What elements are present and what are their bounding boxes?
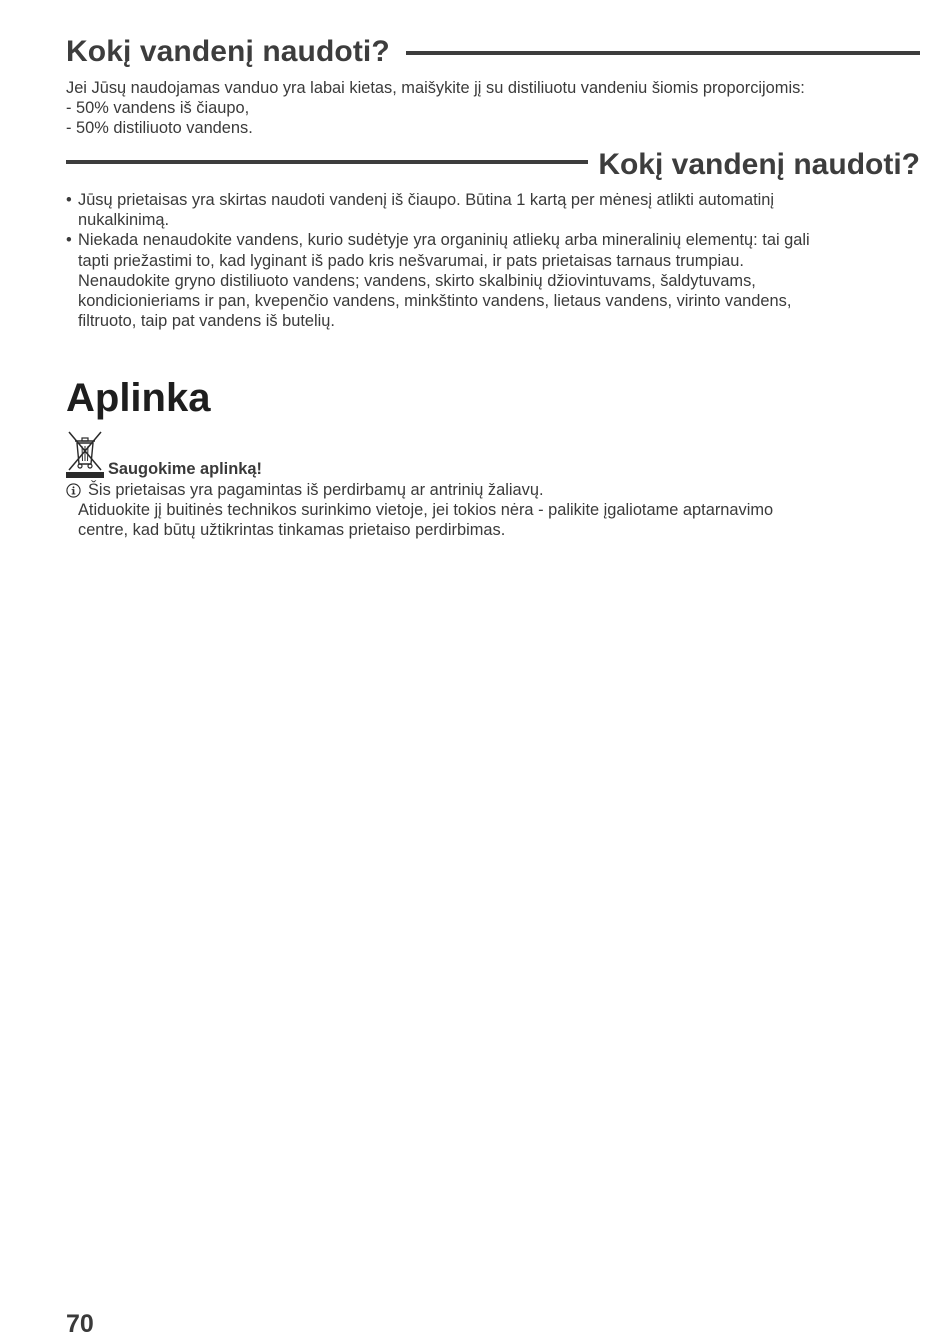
environment-subtitle: Saugokime aplinką! [108,460,262,478]
text-line: Jei Jūsų naudojamas vanduo yra labai kietas, maišykite jį su distiliuotu vandeniu šiomis proporcijomis: [66,79,805,97]
text-line: tapti priežastimi to, kad lyginant iš pado kris nešvarumai, ir pats prietaisas tarnaus trumpiau. [78,251,744,270]
crossed-bin-icon [66,430,104,478]
header-rule [66,160,588,164]
water-hardness-paragraph [66,78,926,139]
bullet-item [66,190,926,230]
info-line [66,480,926,500]
text-line: Atiduokite jį buitinės technikos surinkimo vietoje, jei tokios nėra - palikite įgaliotame aptarnavimo [78,501,774,520]
header-rule [406,51,920,55]
bullet-symbol: • [66,231,72,250]
page-number: 70 [66,1310,94,1338]
text-line: filtruoto, taip pat vandens iš butelių. [78,312,335,331]
section-title-water-2: Kokį vandenį naudoti? [598,148,920,181]
text-line: Jūsų prietaisas yra skirtas naudoti vandenį iš čiaupo. Būtina 1 kartą per mėnesį atlikti automatinį [78,191,775,209]
environment-indented-text [66,500,926,540]
text-line: - 50% distiliuoto vandens. [66,119,253,138]
text-line: Niekada nenaudokite vandens, kurio sudėtyje yra organinių atliekų arba mineralinių elementų: tai gali [78,231,810,250]
section-header-water-2 [66,145,920,185]
environment-paragraph [66,480,926,541]
text-line: - 50% vandens iš čiaupo, [66,99,250,118]
bullet-symbol: • [66,191,72,209]
text-line: centre, kad būtų užtikrintas tinkamas prietaiso perdirbimas. [78,521,506,540]
text-line: kondicionieriams ir pan, kvepenčio vandens, minkštinto vandens, lietaus vandens, virinto vandens, [78,292,792,311]
section-title-environment: Aplinka [66,376,211,420]
water-usage-bullets [66,190,926,331]
info-icon [66,483,81,498]
section-header-water-1 [66,32,920,72]
text-line: nukalkinimą. [78,211,170,230]
text-line: Šis prietaisas yra pagamintas iš perdirbamų ar antrinių žaliavų. [88,481,544,499]
text-line: Nenaudokite gryno distiliuoto vandens; vandens, skirto skalbinių džiovintuvams, šaldytuvams, [78,271,756,290]
bullet-item [66,230,926,331]
section-title-water-1: Kokį vandenį naudoti? [66,35,390,68]
